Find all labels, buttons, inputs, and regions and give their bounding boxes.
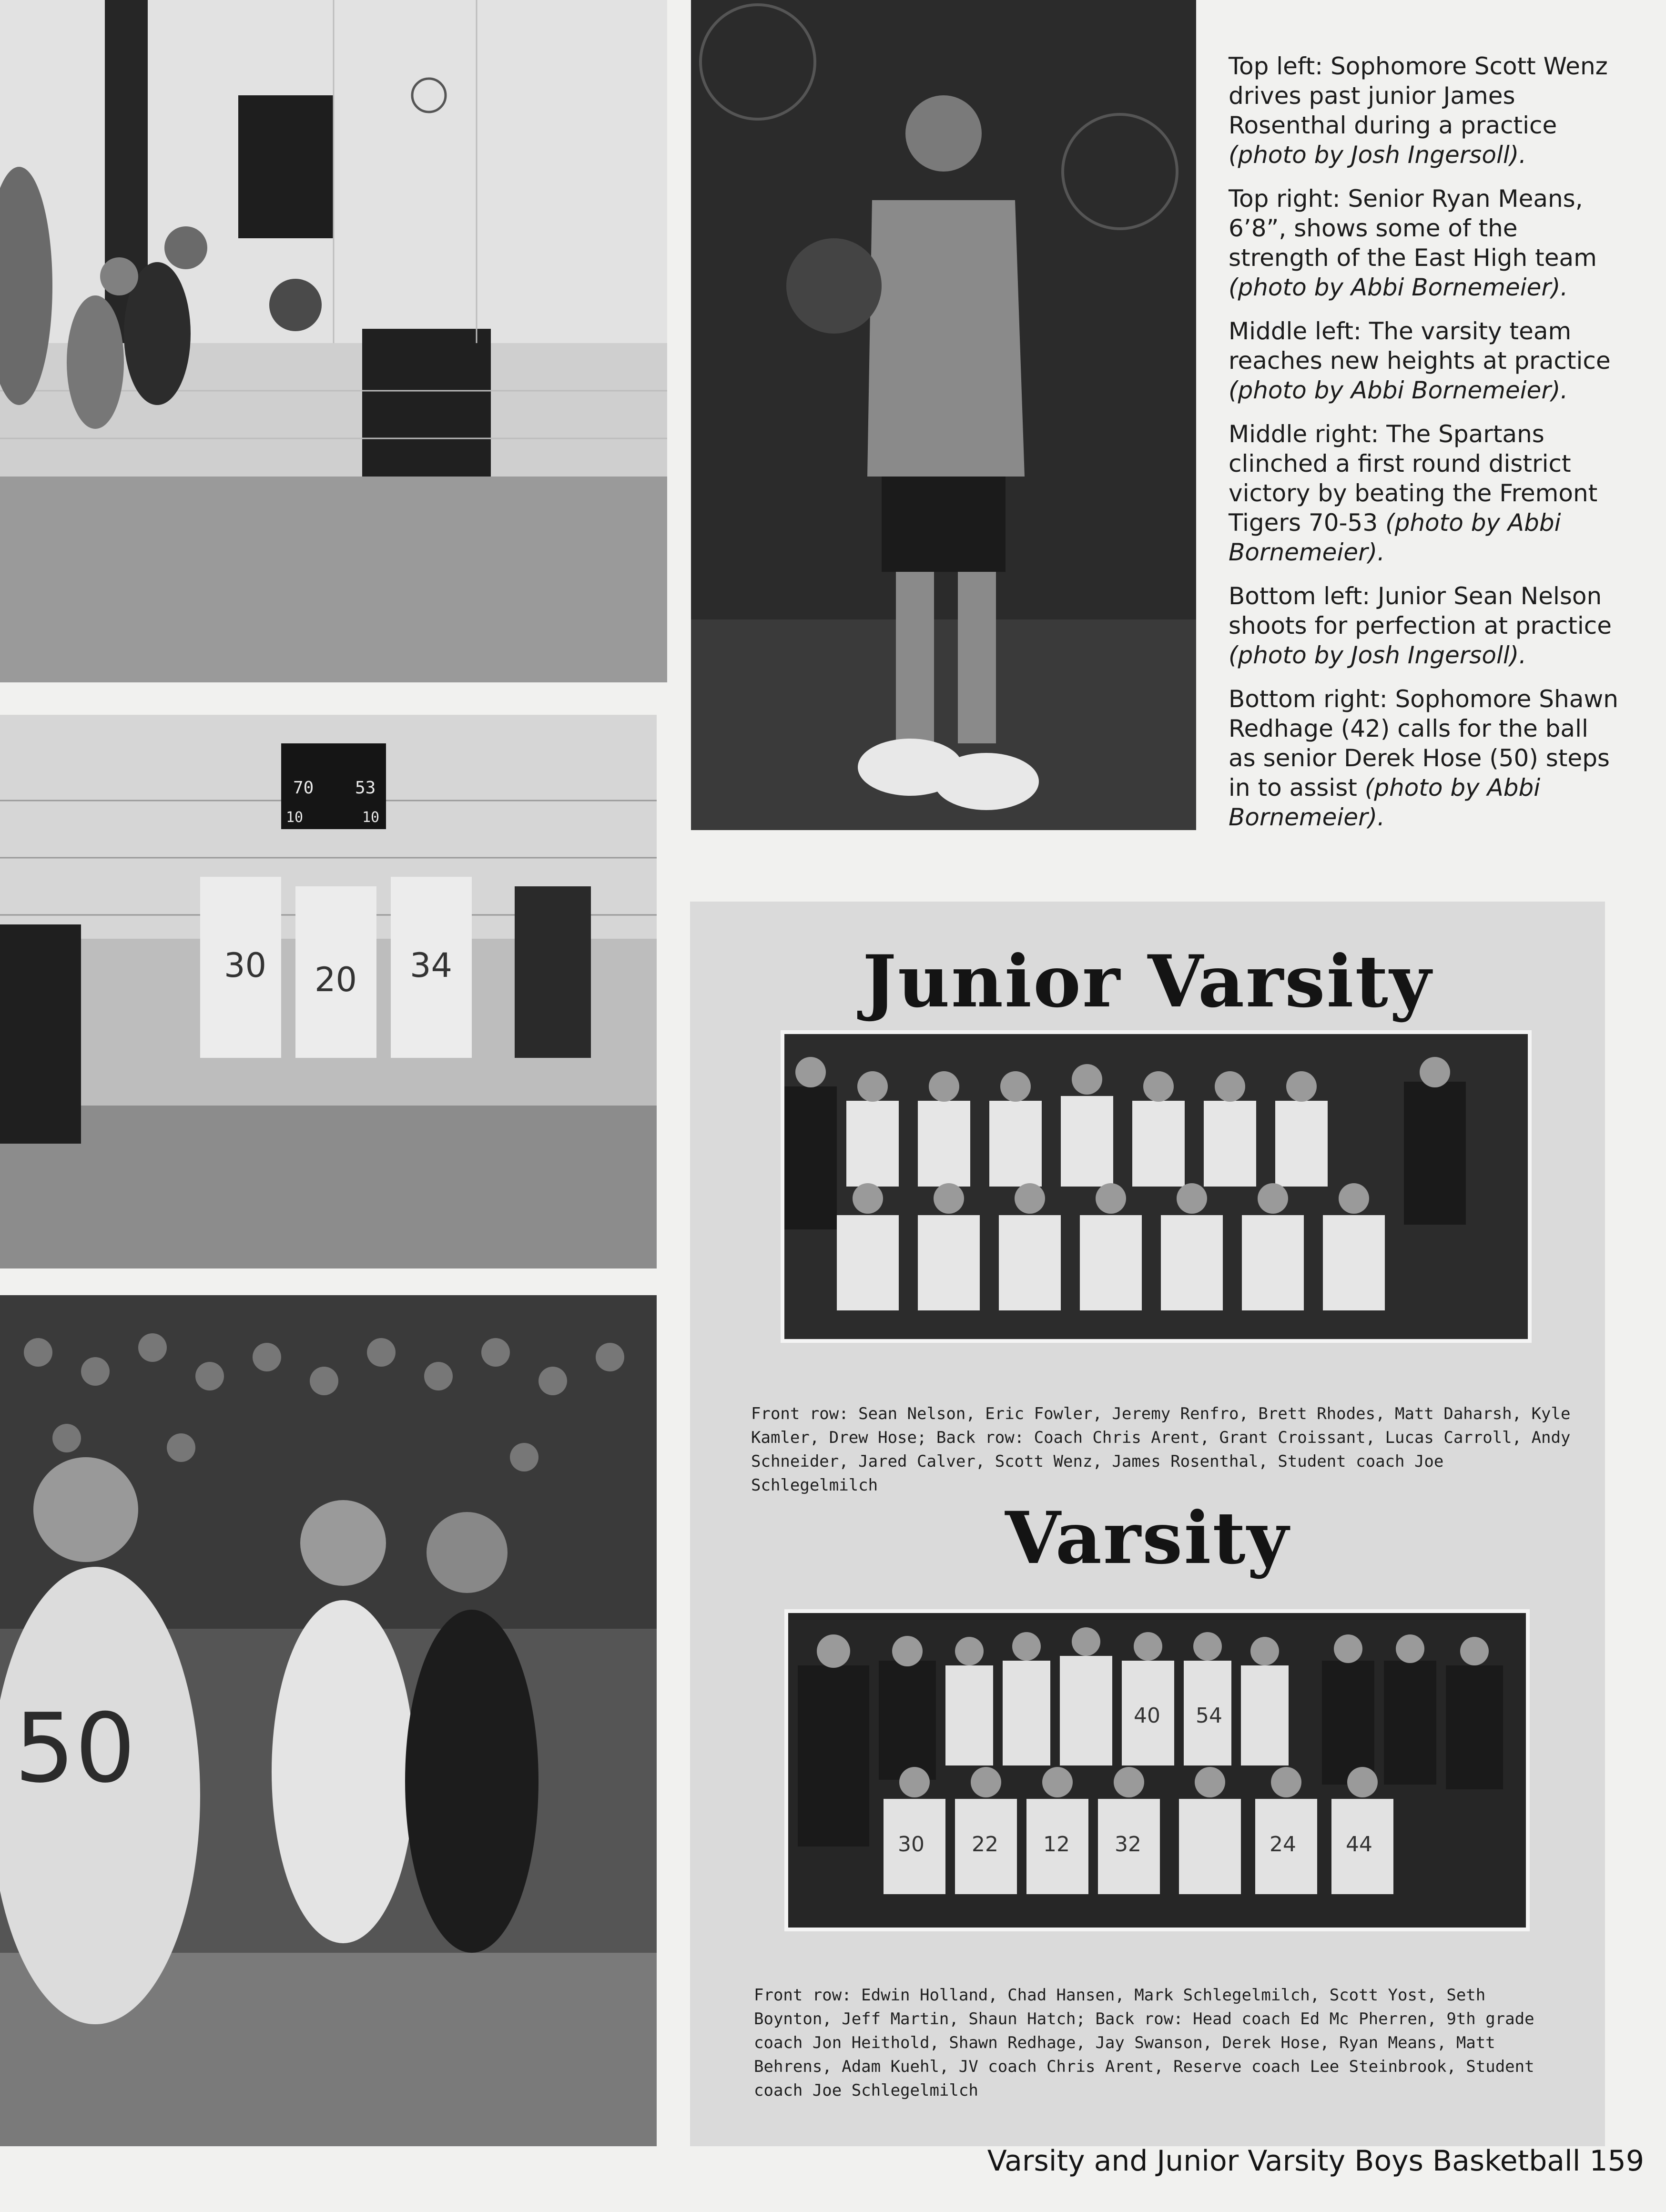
caption-credit: (photo by Abbi Bornemeier). bbox=[1229, 274, 1568, 301]
varsity-jersey-32: 32 bbox=[1115, 1832, 1141, 1857]
caption-middle-left bbox=[1229, 316, 1619, 405]
team-photos-panel bbox=[690, 902, 1605, 2146]
varsity-roster: Front row: Edwin Holland, Chad Hansen, Mark Schlegelmilch, Scott Yost, Seth Boynton, Jeff Martin, Shaun Hatch; Back row: Head coach Ed Mc Pherren, 9th grade coach Jon Heithold, Shawn Redhage, Jay Swanson, Derek Hose, Ryan Means, Matt Behrens, Adam Kuehl, JV coach Chris Arent, Reserve coach Lee Steinbrook, Student coach Joe Schlegelmilch bbox=[754, 1986, 1534, 2100]
caption-text: Middle left: The varsity team reaches new heights at practice bbox=[1229, 317, 1611, 375]
junior-varsity-roster: Front row: Sean Nelson, Eric Fowler, Jeremy Renfro, Brett Rhodes, Matt Daharsh, Kyle Kamler, Drew Hose; Back row: Coach Chris Arent, Grant Croissant, Lucas Carroll, Andy Schneider, Jared Calver, Scott Wenz, James Rosenthal, Student coach Joe Schlegelmilch bbox=[751, 1404, 1571, 1495]
jersey-number-30: 30 bbox=[224, 946, 267, 985]
varsity-heading: Varsity bbox=[1005, 1496, 1290, 1580]
varsity-jersey-40: 40 bbox=[1134, 1704, 1160, 1728]
page-footer: Varsity and Junior Varsity Boys Basketball 159 bbox=[987, 2144, 1644, 2178]
caption-bottom-left bbox=[1229, 581, 1619, 670]
varsity-jersey-22: 22 bbox=[972, 1832, 998, 1857]
caption-credit: (photo by Abbi Bornemeier). bbox=[1229, 376, 1568, 404]
caption-credit: (photo by Josh Ingersoll). bbox=[1229, 641, 1527, 669]
jersey-number-34: 34 bbox=[410, 946, 453, 985]
photo-senior-portrait bbox=[691, 0, 1196, 830]
scoreboard-left: 10 bbox=[286, 809, 304, 826]
caption-text: Bottom left: Junior Sean Nelson shoots for perfection at practice bbox=[1229, 582, 1612, 639]
varsity-jersey-24: 24 bbox=[1270, 1832, 1296, 1857]
caption-bottom-right bbox=[1229, 684, 1619, 832]
caption-text: Top left: Sophomore Scott Wenz drives past junior James Rosenthal during a practice bbox=[1229, 52, 1608, 139]
varsity-jersey-54: 54 bbox=[1196, 1704, 1222, 1728]
jersey-number-50: 50 bbox=[14, 1693, 136, 1804]
caption-text: Middle right: The Spartans clinched a first round district victory by beating the Fremont Tigers 70-53 bbox=[1229, 420, 1598, 537]
varsity-jersey-30: 30 bbox=[898, 1832, 924, 1857]
caption-credit: (photo by Josh Ingersoll). bbox=[1229, 141, 1527, 169]
junior-varsity-heading: Junior Varsity bbox=[862, 940, 1433, 1024]
caption-top-right bbox=[1229, 184, 1619, 302]
photo-district-victory bbox=[0, 715, 657, 1268]
caption-credit: (photo by Abbi Bornemeier). bbox=[1229, 774, 1541, 831]
varsity-team-photo bbox=[784, 1609, 1530, 1931]
varsity-jersey-12: 12 bbox=[1043, 1832, 1070, 1857]
caption-text: Bottom right: Sophomore Shawn Redhage (42) calls for the ball as senior Derek Hose (50) steps in to assist bbox=[1229, 685, 1618, 802]
varsity-jersey-44: 44 bbox=[1346, 1832, 1372, 1857]
photo-captions bbox=[1229, 51, 1619, 846]
photo-call-for-ball bbox=[0, 1295, 657, 2146]
scoreboard-right: 10 bbox=[362, 809, 380, 826]
scoreboard-guest: 53 bbox=[355, 778, 376, 798]
scoreboard-home: 70 bbox=[293, 778, 314, 798]
junior-varsity-team-photo bbox=[781, 1030, 1532, 1343]
caption-credit: (photo by Abbi Bornemeier). bbox=[1229, 509, 1561, 566]
photo-practice-drive bbox=[0, 0, 667, 682]
caption-top-left bbox=[1229, 51, 1619, 170]
jersey-number-20: 20 bbox=[315, 960, 357, 999]
caption-middle-right bbox=[1229, 419, 1619, 567]
caption-text: Top right: Senior Ryan Means, 6’8”, shows some of the strength of the East High team bbox=[1229, 185, 1597, 272]
